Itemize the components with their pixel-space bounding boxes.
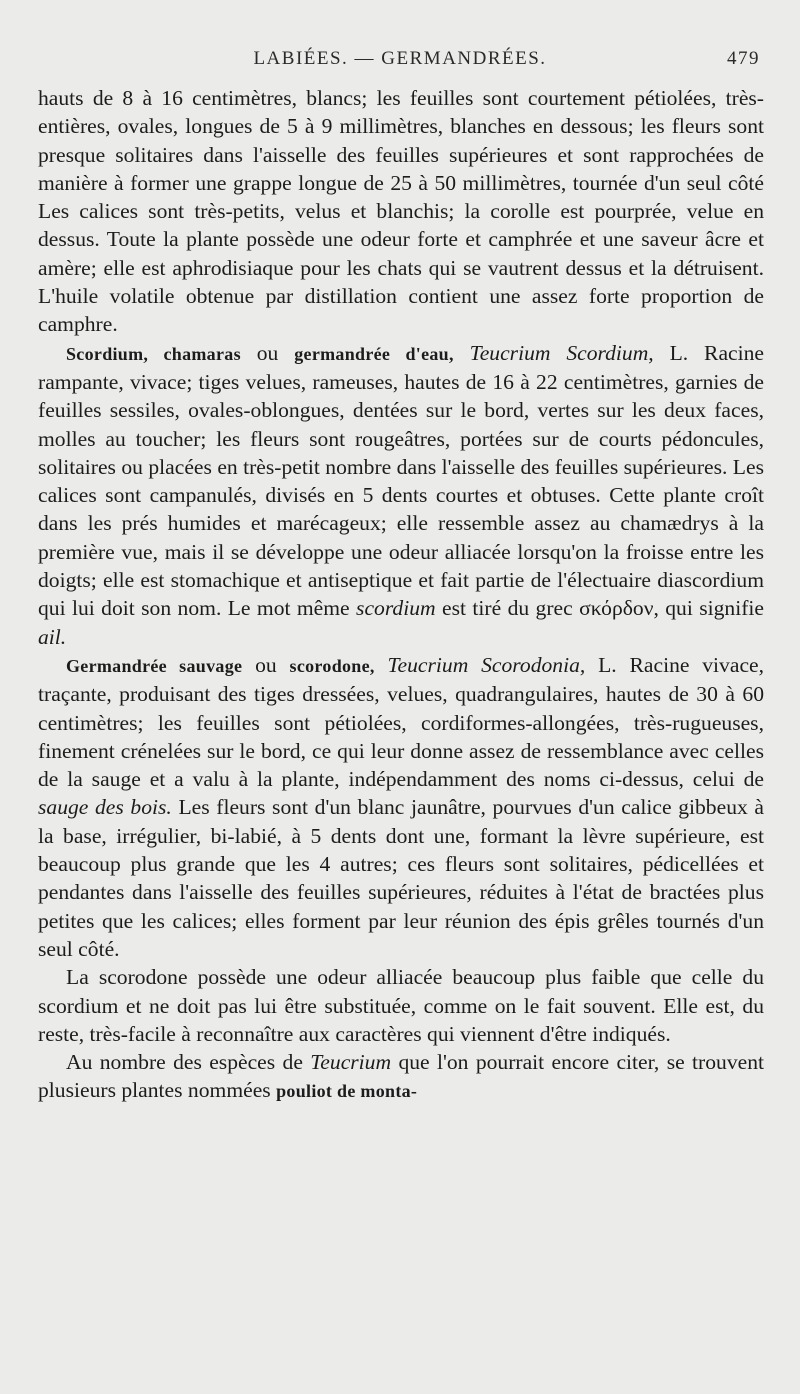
latin-name: Teucrium Scordium,	[453, 340, 654, 365]
header-title: LABIÉES. — GERMANDRÉES.	[253, 48, 547, 69]
entry-heading: Germandrée sauvage	[66, 655, 243, 676]
paragraph-text-2: Les fleurs sont d'un blanc jaunâtre, pourvues d'un calice gibbeux à la base, irrégulier, bi-labié, à 5 dents dont une, formant la lèvre supérieure, est beaucoup plus grande que les 4 autres; ces fleurs sont solitaires, pédicellées et pendantes dans l'aisselle des feuilles supérieures, réduites à l'état de bractées plus petites que les calices; elles forment par leur réunion des épis grêles tournés d'un seul côté.	[38, 795, 765, 961]
italic-term: Teucrium	[310, 1050, 392, 1075]
italic-term: scordium	[356, 596, 436, 621]
connector-text: ou	[240, 340, 295, 365]
entry-heading: pouliot de monta-	[276, 1081, 418, 1102]
paragraph-text: Au nombre des espèces de	[66, 1050, 311, 1075]
paragraph-text-2: est tiré du grec σκόρδον, qui signifie	[435, 596, 764, 621]
page-number: 479	[727, 48, 760, 69]
paragraph-text: hauts de 8 à 16 centimètres, blancs; les feuilles sont courtement pétiolées, très-entières, ovales, longues de 5 à 9 millimètres, blanches en dessous; les fleurs sont presque solitaires dans l'aisselle des feuilles supérieures et sont rapprochées de manière à former une grappe longue de 25 à 50 millimètres, tournée d'un seul côté Les calices sont très-petits, velus et blanchis; la corolle est pourprée, velue en dessus. Toute la plante possède une odeur forte et camphrée et une saveur âcre et amère; elle est aphrodisiaque pour les chats qui se vautrent dessus et la détruisent. L'huile volatile obtenue par distillation contient une assez forte proportion de camphre.	[38, 86, 764, 337]
paragraph-text: La scorodone possède une odeur alliacée beaucoup plus faible que celle du scordium et ne doit pas lui être substituée, comme on le fait souvent. Elle est, du reste, très-facile à reconnaître aux caractères qui viennent d'être indiqués.	[38, 965, 764, 1046]
paragraph-scordium	[38, 339, 764, 651]
paragraph-text: L. Racine rampante, vivace; tiges velues, rameuses, hautes de 16 à 22 centimètres, garnies de feuilles sessiles, ovales-oblongues, dentées sur le bord, vertes sur les deux faces, molles au toucher; les fleurs sont rougeâtres, portées sur de courts pédoncules, solitaires ou placées en très-petit nombre dans l'aisselle des feuilles supérieures. Les calices sont campanulés, divisés en 5 dents courtes et obtuses. Cette plante croît dans les prés humides et marécageux; elle ressemble assez au chamædrys à la première vue, mais il se développe une odeur alliacée lorsqu'on la froisse entre les doigts; elle est stomachique et antiseptique et fait partie de l'électuaire diascordium qui lui doit son nom. Le mot même	[38, 340, 764, 621]
latin-name: Teucrium Scorodonia,	[374, 652, 586, 677]
entry-heading-alt: germandrée d'eau,	[294, 343, 454, 364]
paragraph-continued	[38, 84, 764, 339]
running-header	[0, 44, 800, 84]
italic-term: sauge des bois.	[38, 795, 172, 820]
paragraph-text: L. Racine vivace, traçante, produisant des tiges dressées, velues, quadrangulaires, hautes de 30 à 60 centimètres; les feuilles sont pétiolées, cordiformes-allongées, très-rugueuses, finement crénelées sur le bord, ce qui leur donne assez de ressemblance avec celles de la sauge et a valu à la plante, indépendamment des noms ci-dessus, celui de	[38, 652, 765, 792]
paragraph-text-2: que l'on pourrait encore citer, se trouvent plusieurs plantes nommées	[38, 1050, 765, 1103]
paragraph-germandree-sauvage	[38, 651, 764, 963]
paragraph-especes	[38, 1048, 764, 1106]
page-body	[38, 84, 764, 1106]
entry-heading-alt: scorodone,	[289, 655, 375, 676]
italic-term-ail: ail.	[38, 624, 67, 649]
paragraph-scorodone	[38, 963, 764, 1048]
entry-heading: Scordium, chamaras	[66, 343, 241, 364]
connector-text: ou	[242, 652, 290, 677]
